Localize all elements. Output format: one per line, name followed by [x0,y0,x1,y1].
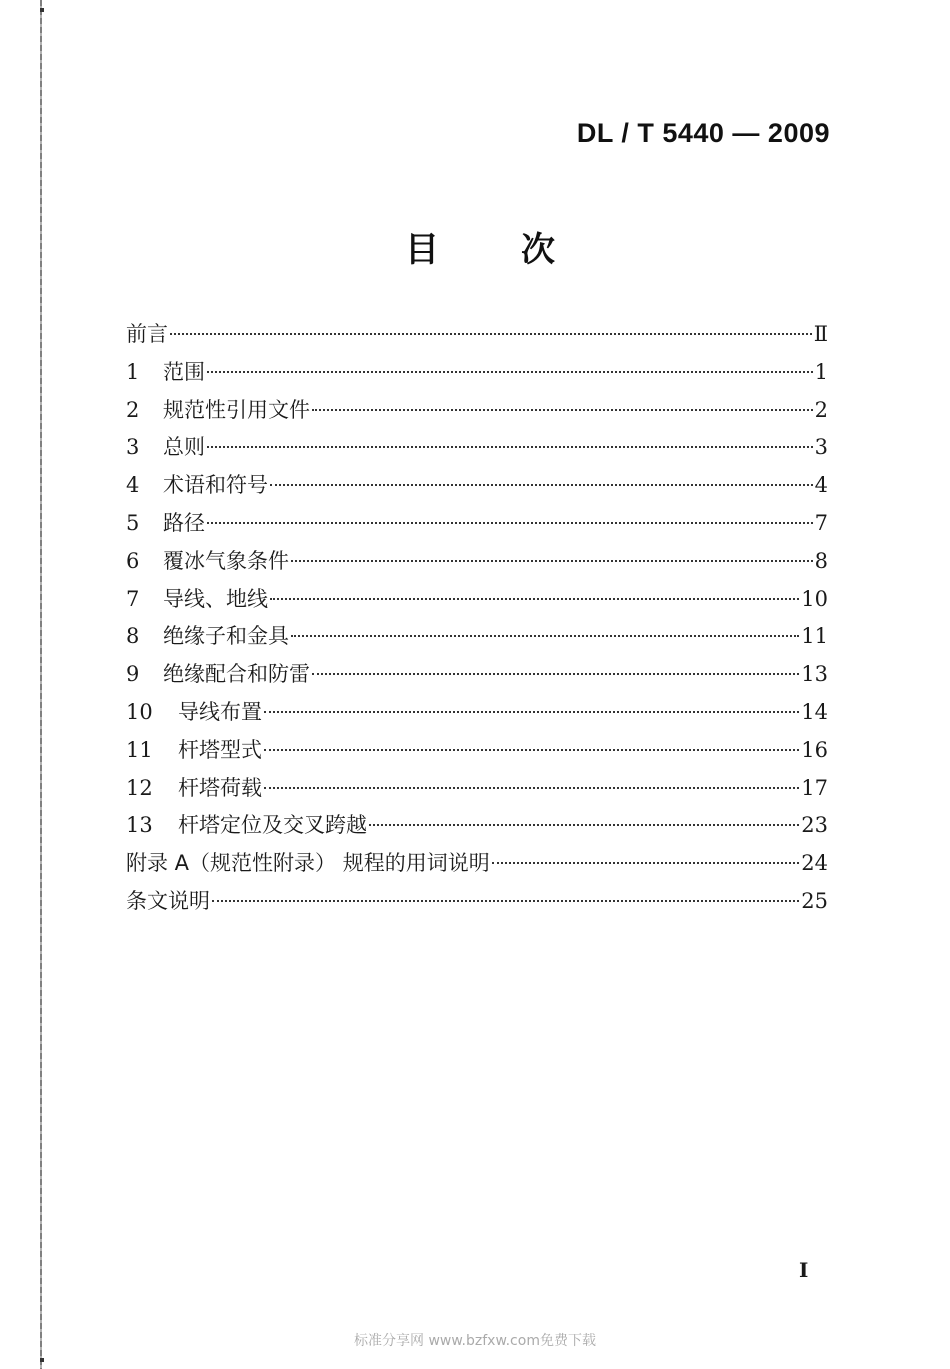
toc-label: 导线、地线 [163,586,268,611]
toc-page: 4 [814,473,828,498]
toc-entry-4[interactable] [126,469,828,507]
toc-number: 10 [126,699,153,724]
toc-page: 16 [801,737,828,762]
toc-leader [264,711,799,713]
toc-leader [270,598,799,600]
toc-leader [207,371,813,373]
toc-label: 术语和符号 [163,473,268,498]
toc-number: 9 [126,662,140,687]
toc-label: 条文说明 [126,888,210,913]
toc-entry-6[interactable] [126,545,828,583]
toc-page: Ⅱ [813,322,828,346]
binding-line [40,0,42,1369]
toc-number: 13 [126,813,153,838]
toc-page: 2 [814,397,828,422]
toc-page: 14 [801,699,828,724]
toc-label: 杆塔定位及交叉跨越 [178,813,367,838]
toc-label: 范围 [163,359,205,384]
toc-entry-8[interactable] [126,620,828,658]
toc-entry-11[interactable] [126,734,828,772]
toc-number: 8 [126,624,140,649]
watermark: 标准分享网 www.bzfxw.com免费下载 [354,1333,596,1349]
toc-entry-10[interactable] [126,696,828,734]
toc-page: 13 [801,662,828,687]
toc-entry-9[interactable] [126,658,828,696]
toc-leader [212,900,799,902]
toc-number: 6 [126,548,140,573]
toc-page: 8 [814,548,828,573]
page-title [405,222,555,271]
toc-label: 覆冰气象条件 [163,548,289,573]
toc-page: 1 [814,359,828,384]
scan-speck [40,1358,44,1362]
toc-entry-5[interactable] [126,507,828,545]
toc-leader [291,635,799,637]
toc-page: 24 [801,851,828,876]
toc-leader [291,560,813,562]
toc-label: 规范性引用文件 [163,397,310,422]
toc-page: 7 [814,510,828,535]
title-char-2: 次 [521,230,555,270]
toc-entry-1[interactable] [126,356,828,394]
toc-page: 23 [801,813,828,838]
toc-entry-12[interactable] [126,772,828,810]
toc-leader [207,522,813,524]
table-of-contents [126,318,828,923]
toc-leader [270,484,813,486]
toc-label: 绝缘配合和防雷 [163,662,310,687]
toc-number: 2 [126,397,140,422]
title-char-1: 目 [405,230,439,270]
toc-leader [312,409,813,411]
toc-leader [492,862,800,864]
toc-page: 25 [801,888,828,913]
page-number: I [799,1258,809,1282]
toc-number: 12 [126,775,153,800]
toc-label: 杆塔型式 [178,737,262,762]
toc-entry-appendix-a[interactable] [126,847,828,885]
toc-number: 4 [126,473,140,498]
toc-number: 7 [126,586,140,611]
scan-speck [40,8,44,12]
toc-number: 11 [126,737,153,762]
toc-label: 总则 [163,435,205,460]
toc-entry-7[interactable] [126,583,828,621]
toc-entry-explanation[interactable] [126,885,828,923]
toc-page: 3 [814,435,828,460]
standard-code: DL / T 5440 — 2009 [576,118,830,148]
toc-entry-3[interactable] [126,431,828,469]
toc-label: 路径 [163,510,205,535]
toc-entry-preface[interactable] [126,318,828,356]
toc-leader [264,749,799,751]
toc-number: 5 [126,510,140,535]
toc-page: 11 [801,624,828,649]
toc-leader [369,824,799,826]
toc-label: 杆塔荷载 [178,775,262,800]
toc-label: 导线布置 [178,699,262,724]
toc-number: 1 [126,359,140,384]
toc-page: 10 [801,586,828,611]
toc-leader [312,673,799,675]
toc-entry-2[interactable] [126,394,828,432]
toc-leader [207,446,813,448]
toc-label: 前言 [126,322,168,346]
toc-label: 绝缘子和金具 [163,624,289,649]
toc-leader [170,333,812,335]
toc-number: 3 [126,435,140,460]
toc-label: 附录 A（规范性附录） 规程的用词说明 [126,851,490,876]
toc-entry-13[interactable] [126,809,828,847]
toc-page: 17 [801,775,828,800]
toc-leader [264,787,799,789]
